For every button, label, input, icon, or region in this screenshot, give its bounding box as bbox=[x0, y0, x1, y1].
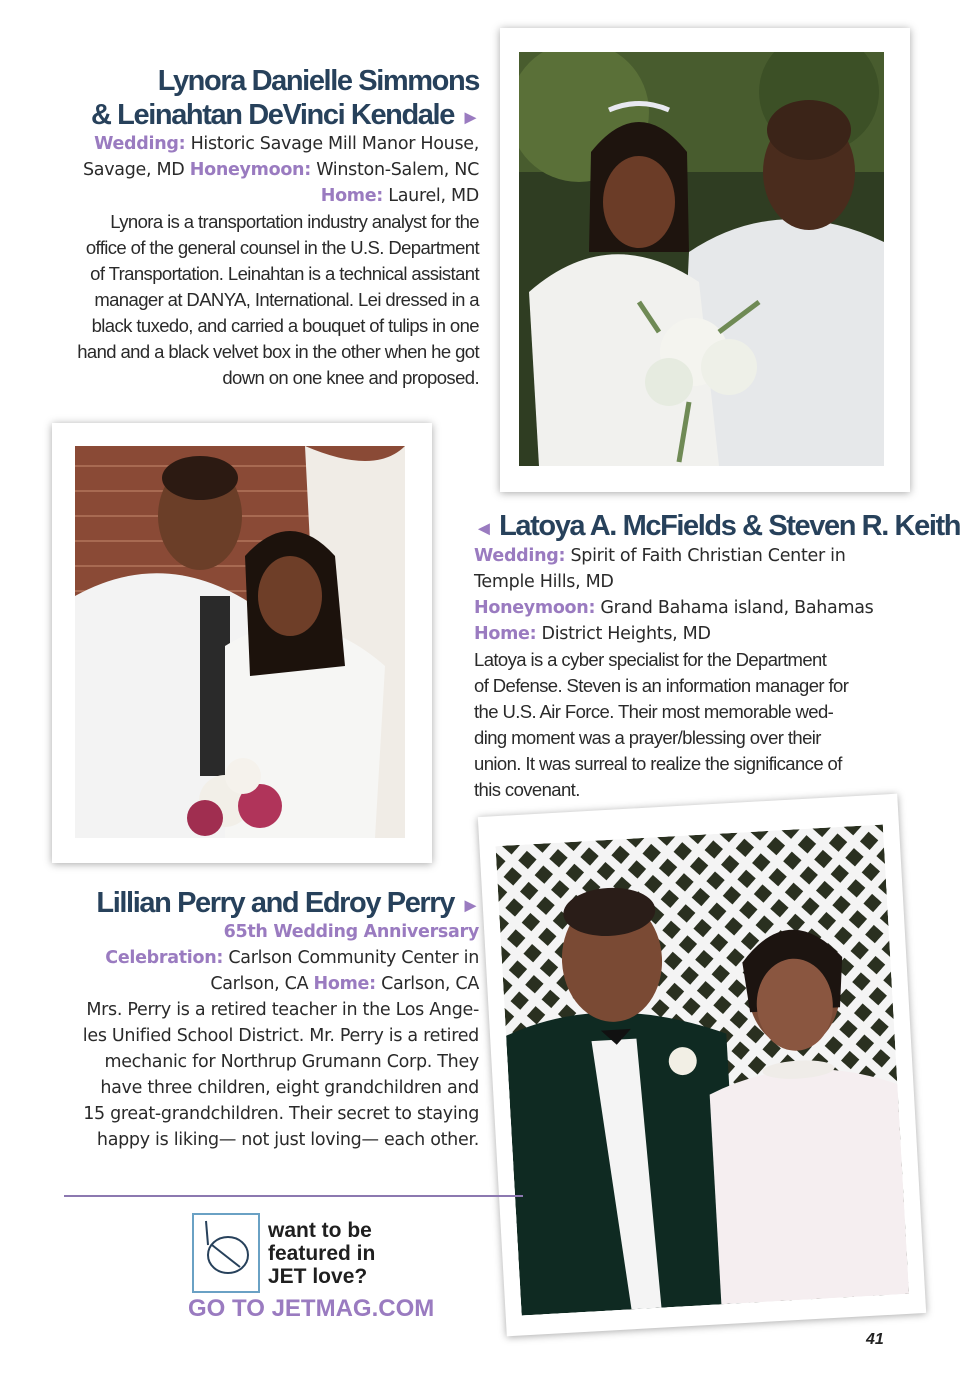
bio-line: mechanic for Northrup Grumann Corp. They bbox=[104, 1052, 479, 1072]
promo-line3: JET love? bbox=[268, 1265, 368, 1288]
couple3-photo-image bbox=[495, 825, 909, 1316]
jet-logo-icon bbox=[192, 1213, 260, 1293]
section-divider bbox=[64, 1195, 523, 1197]
bio-line: manager at DANYA, International. Lei dressed in a bbox=[94, 289, 479, 310]
bio-line: Mrs. Perry is a retired teacher in the Los Ange- bbox=[86, 1000, 479, 1020]
bio-line: black tuxedo, and carried a bouquet of tulips in one bbox=[91, 315, 479, 336]
couple3-details bbox=[39, 919, 479, 1153]
couple1-photo bbox=[519, 52, 884, 466]
couple1-photo-image bbox=[519, 52, 884, 466]
honeymoon-label: Honeymoon: bbox=[474, 598, 596, 618]
couple2-bio bbox=[474, 647, 914, 803]
couple3-home-line bbox=[39, 971, 479, 997]
right-arrow-icon: ► bbox=[460, 895, 479, 917]
couple3-celebration-line bbox=[39, 945, 479, 971]
home-label: Home: bbox=[320, 186, 384, 206]
bio-line: have three children, eight grandchildren and bbox=[100, 1078, 479, 1098]
couple1-bio bbox=[39, 209, 479, 391]
bio-line: les Unified School District. Mr. Perry is a retired bbox=[82, 1026, 479, 1046]
page-number: 41 bbox=[866, 1331, 884, 1348]
bio-line: Lynora is a transportation industry analyst for the bbox=[110, 211, 479, 232]
celebration-value-cont: Carlson, CA bbox=[210, 974, 309, 994]
couple1-home-line bbox=[39, 183, 479, 209]
couple2-photo bbox=[75, 446, 405, 838]
bio-line: ding moment was a prayer/blessing over their bbox=[474, 727, 821, 748]
bio-line: hand and a black velvet box in the other when he got bbox=[77, 341, 479, 362]
bio-line: office of the general counsel in the U.S. Department bbox=[85, 237, 479, 258]
couple1-details bbox=[39, 131, 479, 391]
wedding-value-cont: Temple Hills, MD bbox=[474, 572, 614, 592]
wedding-label: Wedding: bbox=[474, 546, 566, 566]
celebration-value: Carlson Community Center in bbox=[228, 948, 479, 968]
couple1-name-line2-text: & Leinahtan DeVinci Kendale bbox=[90, 99, 454, 131]
promo-cta-link[interactable]: GO TO JETMAG.COM bbox=[188, 1295, 435, 1322]
couple2-details bbox=[474, 543, 914, 803]
couple2-home-line bbox=[474, 621, 914, 647]
bio-line: happy is liking— not just loving— each other. bbox=[96, 1130, 479, 1150]
home-value: Laurel, MD bbox=[388, 186, 479, 206]
couple1-name-line2 bbox=[91, 98, 479, 135]
couple1-name-line1: Lynora Danielle Simmons bbox=[157, 65, 479, 97]
bio-line: of Transportation. Leinahtan is a technical assistant bbox=[90, 263, 479, 284]
right-arrow-icon: ► bbox=[460, 107, 479, 129]
heart-sketch-icon bbox=[194, 1215, 258, 1291]
couple3-name-text: Lillian Perry and Edroy Perry bbox=[96, 887, 454, 919]
bio-line: union. It was surreal to realize the significance of bbox=[474, 753, 842, 774]
left-arrow-icon: ◄ bbox=[474, 518, 493, 540]
promo-line1: want to be bbox=[268, 1219, 372, 1242]
honeymoon-value: Grand Bahama island, Bahamas bbox=[600, 598, 874, 618]
couple2-name bbox=[474, 509, 960, 546]
couple2-honeymoon-line bbox=[474, 595, 914, 621]
home-value: District Heights, MD bbox=[541, 624, 711, 644]
couple2-wedding-line bbox=[474, 543, 914, 569]
promo-text bbox=[268, 1219, 375, 1288]
home-value: Carlson, CA bbox=[381, 974, 479, 994]
promo-box[interactable] bbox=[190, 1211, 480, 1331]
couple2-photo-frame bbox=[52, 423, 432, 863]
couple2-name-text: Latoya A. McFields & Steven R. Keith bbox=[499, 510, 960, 542]
couple1-wedding-line bbox=[39, 131, 479, 157]
bio-line: the U.S. Air Force. Their most memorable wed- bbox=[474, 701, 834, 722]
home-label: Home: bbox=[313, 974, 376, 994]
honeymoon-label: Honeymoon: bbox=[189, 160, 311, 180]
couple3-name bbox=[96, 886, 479, 923]
bio-line: of Defense. Steven is an information manager for bbox=[474, 675, 849, 696]
promo-line2: featured in bbox=[268, 1242, 376, 1265]
wedding-value-cont: Savage, MD bbox=[83, 160, 185, 180]
wedding-value: Historic Savage Mill Manor House, bbox=[190, 134, 479, 154]
honeymoon-value: Winston-Salem, NC bbox=[316, 160, 479, 180]
bio-line: Latoya is a cyber specialist for the Department bbox=[474, 649, 827, 670]
couple3-photo bbox=[495, 825, 909, 1316]
home-label: Home: bbox=[474, 624, 537, 644]
couple3-photo-frame bbox=[478, 794, 926, 1337]
couple1-honeymoon-line bbox=[39, 157, 479, 183]
couple2-wedding-line-cont bbox=[474, 569, 914, 595]
bio-line: down on one knee and proposed. bbox=[222, 367, 479, 388]
bio-line: 15 great-grandchildren. Their secret to staying bbox=[83, 1104, 479, 1124]
couple3-subtitle: 65th Wedding Anniversary bbox=[223, 922, 479, 942]
wedding-label: Wedding: bbox=[94, 134, 186, 154]
wedding-value: Spirit of Faith Christian Center in bbox=[570, 546, 846, 566]
couple2-photo-image bbox=[75, 446, 405, 838]
couple3-bio bbox=[39, 997, 479, 1153]
celebration-label: Celebration: bbox=[105, 948, 224, 968]
couple1-photo-frame bbox=[500, 28, 910, 492]
bio-line: this covenant. bbox=[474, 779, 580, 800]
